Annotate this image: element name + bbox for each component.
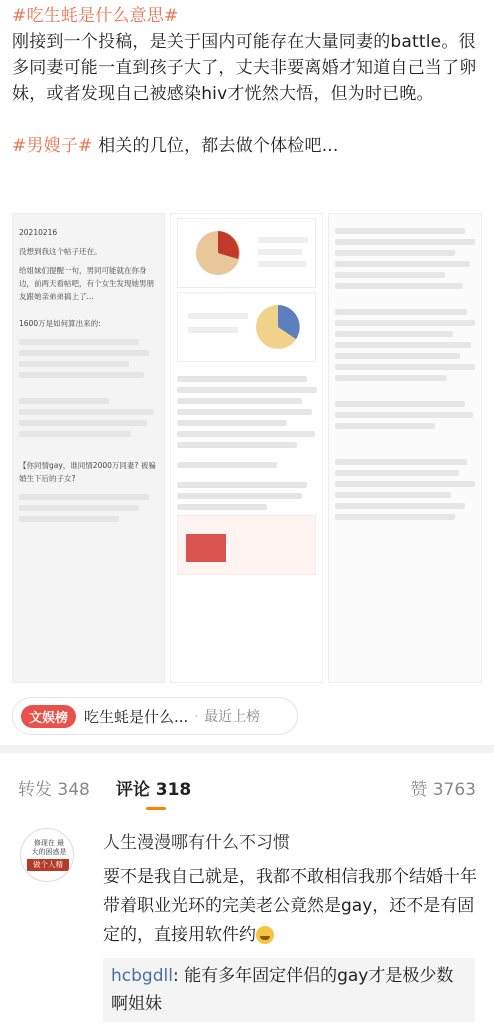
ranking-badge: 文娱榜 (21, 705, 76, 728)
image-3-textline (335, 320, 475, 326)
reply-text: : 能有多年固定伴侣的gay才是极少数啊姐妹 (111, 966, 454, 1014)
comment-reply[interactable] (103, 958, 475, 1022)
reply-author[interactable]: hcbgdll (111, 966, 173, 986)
image-3-textline (335, 272, 445, 278)
image-1-date: 20210216 (19, 228, 58, 237)
image-3-textline (335, 353, 460, 359)
post-image-1[interactable] (12, 213, 165, 683)
image-1-line-2: 给姐妹们提醒一句，男同可能就在你身边，前两天看帖吧，有个女生发现她男朋友跟她亲弟弟搞上了... (19, 266, 154, 301)
post-paragraph-1 (12, 3, 482, 107)
image-3-textline (335, 364, 475, 370)
image-3-textline (335, 514, 455, 520)
image-3-textline (335, 250, 455, 256)
image-1-line-1: 没想到我这个帖子还在。 (19, 247, 102, 256)
image-grid (12, 213, 482, 683)
image-3-textline (335, 481, 475, 487)
trending-topic-text: 吃生蚝是什么... (84, 707, 189, 726)
image-2-textline (177, 504, 267, 510)
image-1-textline (19, 409, 154, 415)
image-3-textline (335, 375, 447, 381)
hashtag-link-2[interactable]: #男嫂子# (12, 136, 93, 156)
image-2-stats (177, 515, 316, 575)
image-2-textline (177, 462, 277, 468)
image-2-textline (177, 398, 302, 404)
image-3-textline (335, 283, 463, 289)
image-1-textline (19, 339, 139, 345)
legend-line (188, 327, 238, 333)
post-image-2[interactable] (170, 213, 323, 683)
image-1-textline (19, 398, 109, 404)
action-bar (0, 753, 494, 821)
separator-dot: · (194, 709, 199, 723)
avatar[interactable] (20, 828, 74, 882)
image-1-textline (19, 350, 149, 356)
image-2-chart-graphic (178, 219, 318, 287)
image-3-textline (335, 342, 471, 348)
image-1-textline (19, 516, 119, 522)
image-3-textline (335, 492, 451, 498)
image-3-textline (335, 239, 475, 245)
post-paragraph-2 (12, 133, 482, 159)
legend-line (188, 313, 248, 319)
image-3-textline (335, 503, 465, 509)
image-3-textline (335, 261, 470, 267)
comment-body: 要不是我自己就是，我都不敢相信我那个结婚十年带着职业光环的完美老公竟然是gay，还不是有固定的，直接用软件约 (103, 867, 477, 945)
image-2-chart-2-graphic (178, 293, 318, 361)
image-3-textline (335, 309, 467, 315)
image-1-textline (19, 505, 139, 511)
section-divider (0, 745, 494, 753)
image-2-textline (177, 442, 297, 448)
laughing-crying-icon (256, 926, 274, 944)
legend-line (258, 261, 306, 267)
avatar-text-top: 修现在 最大的困惑是 (31, 839, 67, 856)
image-2-textline (177, 493, 302, 499)
legend-line (258, 249, 302, 255)
image-2-textline (177, 420, 287, 426)
post-text-2: 相关的几位，都去做个体检吧... (92, 136, 339, 156)
comment-text (103, 863, 483, 950)
active-tab-underline (146, 807, 166, 810)
repost-tab[interactable]: 转发 348 (18, 779, 90, 800)
trending-tag-bar[interactable] (12, 697, 298, 735)
stat-highlight (186, 534, 226, 562)
image-2-textline (177, 482, 307, 488)
image-1-heading: 1600万是如何算出来的: (19, 319, 101, 328)
post-text: 刚接到一个投稿，是关于国内可能存在大量同妻的battle。很多同妻可能一直到孩子大了，丈夫非要离婚才知道自己当了卵妹，或者发现自己被感染hiv才恍然大悟，但为时已晚。 (12, 32, 477, 104)
image-2-chart-2 (177, 292, 316, 362)
image-3-textline (335, 331, 453, 337)
legend-line (258, 237, 308, 243)
like-tab[interactable]: 赞 3763 (410, 779, 476, 800)
image-2-textline (177, 431, 315, 437)
image-1-textline (19, 431, 131, 437)
image-3-textline (335, 228, 465, 234)
image-1-textline (19, 420, 147, 426)
trending-rank-status: 最近上榜 (204, 709, 261, 725)
image-2-textline (177, 387, 317, 393)
image-3-textline (335, 412, 473, 418)
image-2-textline (177, 409, 312, 415)
comment-tab[interactable]: 评论 318 (115, 779, 192, 800)
image-2-chart (177, 218, 316, 288)
image-3-textline (335, 401, 465, 407)
image-3-textline (335, 459, 467, 465)
image-1-textline (19, 494, 149, 500)
post-body (0, 0, 494, 159)
image-1-content (13, 214, 164, 334)
comment-author[interactable]: 人生漫漫哪有什么不习惯 (103, 833, 290, 853)
hashtag-link[interactable]: #吃生蚝是什么意思# (12, 6, 179, 26)
image-1-textline (19, 361, 129, 367)
post-image-3[interactable] (328, 213, 482, 683)
image-3-textline (335, 470, 459, 476)
image-3-textline (335, 423, 435, 429)
image-1-footer: 【你同情gay，谁同情2000万同妻? 被骗婚生下后的子女? (19, 461, 156, 483)
avatar-text-bottom: 做个人精 (27, 859, 69, 871)
image-1-textline (19, 372, 144, 378)
image-2-textline (177, 376, 307, 382)
